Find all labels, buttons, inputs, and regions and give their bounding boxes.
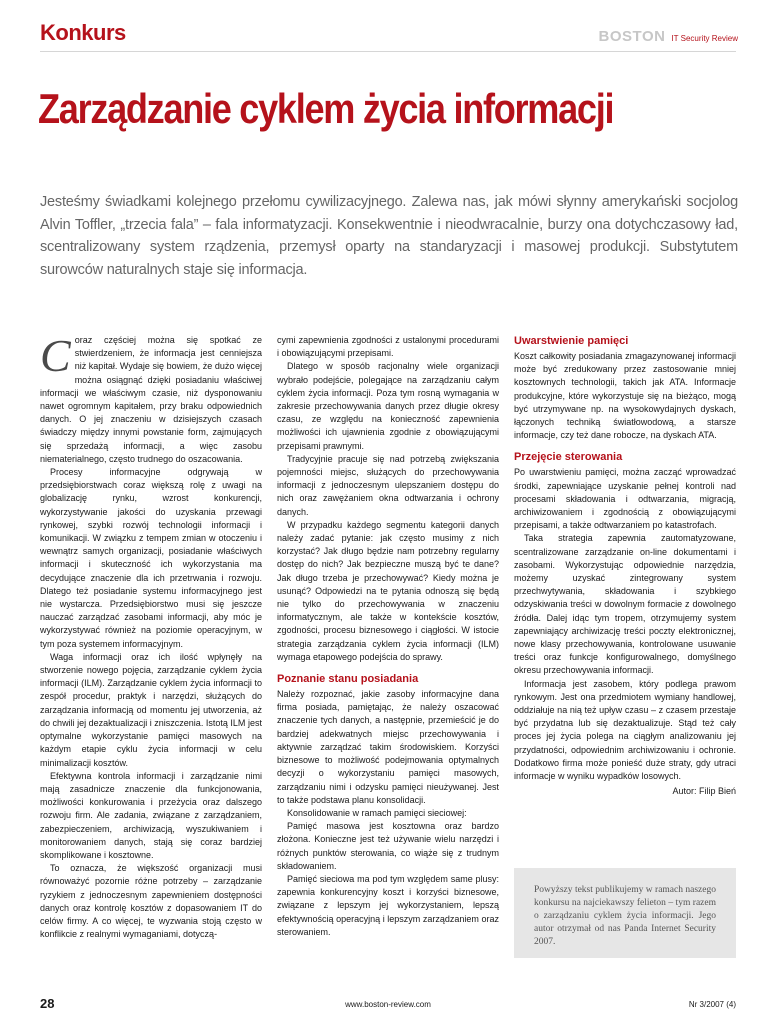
paragraph: cymi zapewnienia zgodności z ustalonymi procedurami i obowiązującymi przepisami. [277,335,499,359]
paragraph: Należy rozpoznać, jakie zasoby informacyjne dana firma posiada, pamiętając, że należy oszacować znaczenie tych danych, a następnie, przemieścić je do bardziej adekwatnych miejsc przechowywania i aktywnie zarządzać takim środowiskiem. Korzyści biznesowe to możliwość podejmowania optymalnych decyzji o wykorzystaniu pamięci masowych, zarządzaniu nimi i odzysku pamięci nieużywanej. Jest to także podstawa planu konsolidacji. [277,689,499,805]
article-column-3 [514,334,736,799]
page-number: 28 [40,996,55,1011]
page-header [0,0,776,60]
paragraph: Pamięć masowa jest kosztowna oraz bardzo złożona. Konieczne jest też używanie wielu narzędzi i różnych punktów sterowania, co wiąże się z trudnym składowaniem. [277,821,499,871]
paragraph: Waga informacji oraz ich ilość wpłynęły na stworzenie nowego pojęcia, zarządzanie cyklem życia informacji (ILM). Zarządzanie cyklem życia informacji to zespół procedur, praktyk i narzędzi, służących do zarządzania informacją od momentu jej utworzenia, aż do chwili jej dezaktualizacji i zniszczenia. Istotą ILM jest optymalne wykorzystanie pamięci masowych na każdym etapie cyklu życia informacji w celu minimalizacji kosztów. [40,651,262,768]
footer-url[interactable]: www.boston-review.com [345,1000,431,1009]
paragraph: To oznacza, że większość organizacji musi równoważyć pozornie różne potrzeby – zarządzanie ryzykiem z jednoczesnym zapewnieniem dostępności danych oraz kontrolę kosztów z dopasowaniem IT do celów firmy. A co więcej, te wyzwania stoją często w konflikcie z realnymi wymaganiami, dotyczą- [40,863,262,940]
article-lead: Jesteśmy świadkami kolejnego przełomu cywilizacyjnego. Zalewa nas, jak mówi słynny amerykański socjolog Alvin Toffler, „trzecia fala” – fala informatyzacji. Konsekwentnie i nieodwracalnie, burzy ona dotychczasowy ład, scentralizowany system rządzenia, przemysł oparty na standaryzacji i masowej produkcji. Substytutem surowców naturalnych staje się informacja. [40,194,738,278]
paragraph: Tradycyjnie pracuje się nad potrzebą zwiększania pojemności miejsc, służących do przechowywania informacji z jednoczesnym ulepszaniem dostępu do nich oraz zawężaniem okna odtwarzania i ochrony danych. [277,453,499,517]
paragraph: Informacja jest zasobem, który podlega prawom rynkowym. Jest ona przedmiotem wymiany handlowej, oddziałuje na nią też upływ czasu – z czasem przestaje być przydatna lub się dezaktualizuje. Stąd też cały proces jej życia polega na ciągłym analizowaniu jej przydatności, odpowiednim archiwizowaniu i ochronie. Dodatkowo firma może ponieść duże straty, gdy utraci informacje w wyniku wypadków losowych. [514,678,736,782]
issue-number: Nr 3/2007 (4) [688,1000,736,1009]
brand-name: BOSTON [598,28,666,45]
paragraph: Efektywna kontrola informacji i zarządzanie nimi mają zasadnicze znaczenie dla funkcjonowania, możliwości konkurowania i przeżycia oraz dalszego rozwoju firm. Ale zadania, związane z zarządzaniem, zabezpieczeniem, archiwizacją, wyszukiwaniem i monitorowaniem danych, stają się coraz bardziej skomplikowane i kosztowne. [40,770,262,860]
author-credit: Autor: Filip Bień [672,786,736,797]
paragraph: Coraz częściej można się spotkać ze stwierdzeniem, że informacja jest cenniejsza niż kapitał. Wydaje się bowiem, że dużo więcej można osiągnąć dzięki posiadaniu właściwej informacji we właściwym czasie, niż dysponowaniu nawet ogromnym kapitałem, przy braku odpowiednich danych. O jej znaczeniu w dzisiejszych czasach świadczy między innymi powstanie form, zajmujących się sprzedażą informacji, a więc zasobu niematerialnego, często trudnego do oszacowania. [40,330,262,464]
paragraph: Pamięć sieciowa ma pod tym względem same plusy: zapewnia konkurencyjny koszt i korzyści biznesowe, związane z lepszym jej wykorzystaniem, lepszą efektywnością operacyjną i lepszym zarządzaniem oraz sterowaniem. [277,873,499,937]
paragraph: Dlatego w sposób racjonalny wiele organizacji wybrało podejście, polegające na zarządzaniu całym cyklem życia informacji. Poza tym rosną wymagania w zakresie przechowywania danych przez długie okresy czasu, ze względu na konieczność zapewnienia możliwości ich ujawnienia zgodnie z obowiązującymi przepisami prawnymi. [277,361,499,451]
subheading: Przejęcie sterowania [514,451,623,464]
section-label: Konkurs [40,20,126,45]
paragraph: Po uwarstwieniu pamięci, można zacząć wprowadzać środki, zapewniające uzyskanie pełnej kontroli nad procesami składowania i odtwarzania, migracją, archiwizowaniem i zgodnością z obowiązującymi przepisami, a także odtwarzaniem po katastrofach. [514,467,736,531]
header-divider [40,51,736,52]
article-column-2 [277,334,499,939]
article-column-1 [40,330,262,941]
paragraph: W przypadku każdego segmentu kategorii danych należy zadać pytanie: jak często musimy z nich korzystać? Jak długo będzie nam potrzebny regularny dostęp do nich? Jak bezpieczne muszą być te dane? Jak długo trzeba je przechowywać? Kiedy można je usunąć? Odpowiedzi na te pytania odnoszą się będą nie tylko do przechowywania w znaczeniu informatycznym, ale także w kontekście kosztów, zgodności, procesu biznesowego i ciągłości. W istocie strategia zarządzania cyklem życia informacji (ILM) wymaga etapowego podejścia do sprawy. [277,519,499,662]
brand-logo [599,28,738,48]
article-title: Zarządzanie cyklem życia informacji [38,85,614,132]
paragraph: Konsolidowanie w ramach pamięci sieciowej: [287,807,467,818]
subheading: Uwarstwienie pamięci [514,335,629,347]
subheading: Poznanie stanu posiadania [277,673,419,686]
paragraph: Taka strategia zapewnia zautomatyzowane, scentralizowane zarządzanie on-line dokumentami i zasobami. Wykorzystując odpowiednie narzędzia, możemy uzyskać zintegrowany system przechwytywania, składowania i szybkiego odzyskiwania treści w dowolnym formacie z dowolnego źródła. Dalej idąc tym tropem, otrzymujemy system zapewniający archiwizację treści poczty elektronicznej, nowe klasy przechowywania, kontrolowane usuwanie treści oraz funkcje konfigurowalnego, domyślnego okresu przechowywania informacji. [514,533,736,676]
paragraph: Koszt całkowity posiadania zmagazynowanej informacji może być zredukowany przez zastosowanie mniej kosztownych technologii, takich jak ATA. Informacje produkcyjne, które wykorzystuje się na bieżąco, mogą być utrzymywane np. na wysokowydajnych dyskach, łączonych techniką światłowodową, a starsze informacje, czy też dane robocze, na dyskach ATA. [514,351,736,441]
drop-cap: C [40,330,71,381]
brand-subtitle: IT Security Review [671,34,738,43]
contest-notice-box: Powyższy tekst publikujemy w ramach naszego konkursu na najciekawszy felieton – tym razem o zarządzaniu cyklem życia informacji. Jego autor otrzymał od nas Panda Internet Security 2007. [514,868,736,958]
paragraph: Procesy informacyjne odgrywają w przedsiębiorstwach coraz większą rolę z uwagi na globalizację rynku, wzrost konkurencji, wykorzystywanie jakości do uzyskania przewagi rynkowej, szybki rozwój technologii informacji i komunikacji. W związku z tempem zmian w otoczeniu i wewnątrz samych organizacji, posiadanie właściwych informacji i skuteczność ich wykorzystania ma decydujące znaczenie dla ich przetrwania i rozwoju. Dlatego też posiadanie systemu informacyjnego jest nie wystarcza. Przedsiębiorstwo musi się jeszcze nauczać zarządzać zasobami informacji, aby móc je wykorzystywać również na poziomie operacyjnym, w tym poza systemem informacyjnym. [40,467,262,649]
